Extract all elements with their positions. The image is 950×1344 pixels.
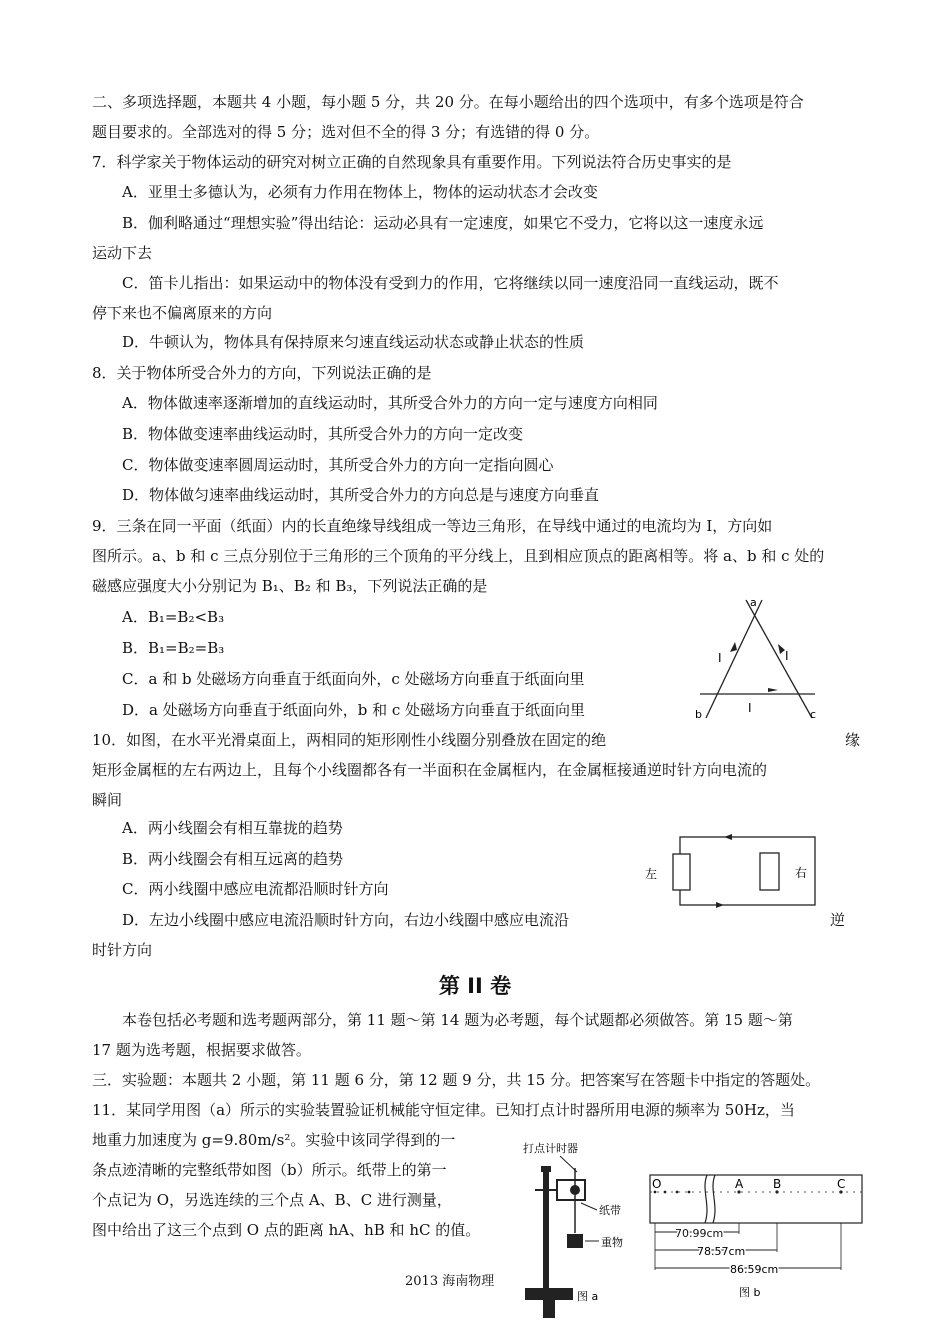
figure-b-caption: 图 b [739,1286,761,1299]
right-coil [760,853,779,890]
q11-apparatus-figure [515,1138,645,1318]
distance-hc: 86.59cm [730,1263,779,1276]
distance-ha: 70.99cm [675,1227,724,1240]
left-coil [673,854,690,890]
q8-stem: 8．关于物体所受合外力的方向，下列说法正确的是 [92,364,432,382]
right-label: 右 [795,866,808,880]
q9-triangle-figure [690,592,825,722]
label-c: C [837,1177,846,1191]
current-label-left: I [718,651,722,665]
q7-option-a: A．亚里士多德认为，必须有力作用在物体上，物体的运动状态才会改变 [122,183,598,201]
q7-option-c-cont: 停下来也不偏离原来的方向 [92,304,273,322]
left-label: 左 [645,867,658,881]
q7-stem: 7．科学家关于物体运动的研究对树立正确的自然现象具有重要作用。下列说法符合历史事实的是 [92,153,732,171]
q11-stem-line4: 个点记为 O，另选连续的三个点 A、B、C 进行测量， [92,1191,452,1209]
tape-strip [650,1175,862,1223]
q10-stem-line3: 瞬间 [92,791,123,809]
q9-option-b: B．B₁=B₂=B₃ [122,639,225,657]
q9-stem-line1: 9．三条在同一平面（纸面）内的长直绝缘导线组成一等边三角形，在导线中通过的电流均为 I，方向如 [92,517,773,535]
q8-option-c: C．物体做变速率圆周运动时，其所受合外力的方向一定指向圆心 [122,456,554,474]
wire-left [706,600,762,718]
q10-stem-line1-right: 缘 [844,731,860,749]
arrow-bottom-icon [768,688,778,692]
weight [567,1234,583,1248]
q7-option-d: D．牛顿认为，物体具有保持原来匀速直线运动状态或静止状态的性质 [122,333,585,351]
q9-stem-line2: 图所示。a、b 和 c 三点分别位于三角形的三个顶角的平分线上，且到相应顶点的距离相等。将 a、b 和 c 处的 [92,547,825,565]
q8-option-a: A．物体做速率逐渐增加的直线运动时，其所受合外力的方向一定与速度方向相同 [122,394,658,412]
q10-option-d-cont: 时针方向 [92,941,153,959]
q10-stem-line1 [92,730,860,750]
q8-option-d: D．物体做匀速率曲线运动时，其所受合外力的方向总是与速度方向垂直 [122,486,600,504]
arrow-right-icon [778,644,785,654]
part2-intro-line1: 本卷包括必考题和选考题两部分，第 11 题～第 14 题为必考题，每个试题都必须做答。第 15 题～第 [122,1011,793,1029]
page-footer: 2013 海南物理 [405,1274,495,1289]
q11-stem-line3: 条点迹清晰的完整纸带如图（b）所示。纸带上的第一 [92,1161,447,1179]
q8-option-b: B．物体做变速率曲线运动时，其所受合外力的方向一定改变 [122,425,524,443]
current-label-bottom: I [748,701,752,715]
q7-option-b-cont: 运动下去 [92,244,153,262]
q10-option-d-right: 逆 [830,911,846,929]
weight-label: 重物 [601,1236,623,1249]
q10-option-b: B．两小线圈会有相互远离的趋势 [122,850,344,868]
section2-header-line1: 二、多项选择题，本题共 4 小题，每小题 5 分，共 20 分。在每小题给出的四个选项中，有多个选项是符合 [92,93,804,111]
current-arrow-bottom-icon [716,902,724,908]
label-a: A [735,1177,744,1191]
label-b: B [773,1177,782,1191]
q10-stem-line2: 矩形金属框的左右两边上，且每个小线圈都各有一半面积在金属框内，在金属框接通逆时针方向电流的 [92,761,768,779]
q11-tape-figure [645,1170,870,1310]
label-o: O [652,1177,662,1191]
q11-stem-line2: 地重力加速度为 g=9.80m/s²。实验中该同学得到的一 [92,1131,456,1149]
section3-header: 三．实验题：本题共 2 小题，第 11 题 6 分，第 12 题 9 分，共 15 分。把答案写在答题卡中指定的答题处。 [92,1071,821,1089]
part2-title: 第 II 卷 [438,974,512,998]
q7-option-c: C．笛卡儿指出：如果运动中的物体没有受到力的作用，它将继续以同一速度沿同一直线运动，既不 [122,274,779,292]
q10-option-a: A．两小线圈会有相互靠拢的趋势 [122,819,343,837]
q10-option-d-left: D．左边小线圈中感应电流沿顺时针方向，右边小线圈中感应电流沿 [122,911,570,929]
q10-option-d [122,910,569,930]
q9-option-c: C．a 和 b 处磁场方向垂直于纸面向外，c 处磁场方向垂直于纸面向里 [122,670,585,688]
point-a-label: a [750,596,757,609]
q9-option-a: A．B₁=B₂<B₃ [122,608,225,626]
point-c-label: c [810,708,817,721]
part2-intro-line2: 17 题为选考题，根据要求做答。 [92,1041,311,1059]
section2-header-line2: 题目要求的。全部选对的得 5 分；选对但不全的得 3 分；有选错的得 0 分。 [92,123,600,141]
distance-hb: 78.57cm [697,1245,746,1258]
current-label-right: I [785,649,789,663]
point-o [654,1191,657,1194]
tape-label: 纸带 [599,1204,621,1217]
timer-label: 打点计时器 [523,1142,578,1155]
q11-stem-line5: 图中给出了这三个点到 O 点的距离 hA、hB 和 hC 的值。 [92,1221,481,1239]
q10-option-c: C．两小线圈中感应电流都沿顺时针方向 [122,880,389,898]
arrow-left-icon [730,642,737,652]
current-arrow-top-icon [724,834,732,840]
q10-frame-figure [640,830,825,910]
q9-option-d: D．a 处磁场方向垂直于纸面向外，b 和 c 处磁场方向垂直于纸面向里 [122,701,586,719]
wire-right [746,600,812,718]
q11-stem-line1: 11．某同学用图（a）所示的实验装置验证机械能守恒定律。已知打点计时器所用电源的频率为 50Hz，当 [92,1101,795,1119]
figure-a-caption: 图 a [577,1290,599,1303]
q10-stem-line1-left: 10．如图，在水平光滑桌面上，两相同的矩形刚性小线圈分别叠放在固定的绝 [92,731,607,749]
point-b-label: b [695,708,702,721]
q7-option-b: B．伽利略通过“理想实验”得出结论：运动必具有一定速度，如果它不受力，它将以这一速度永远 [122,214,764,232]
q9-stem-line3: 磁感应强度大小分别记为 B₁、B₂ 和 B₃，下列说法正确的是 [92,577,488,595]
